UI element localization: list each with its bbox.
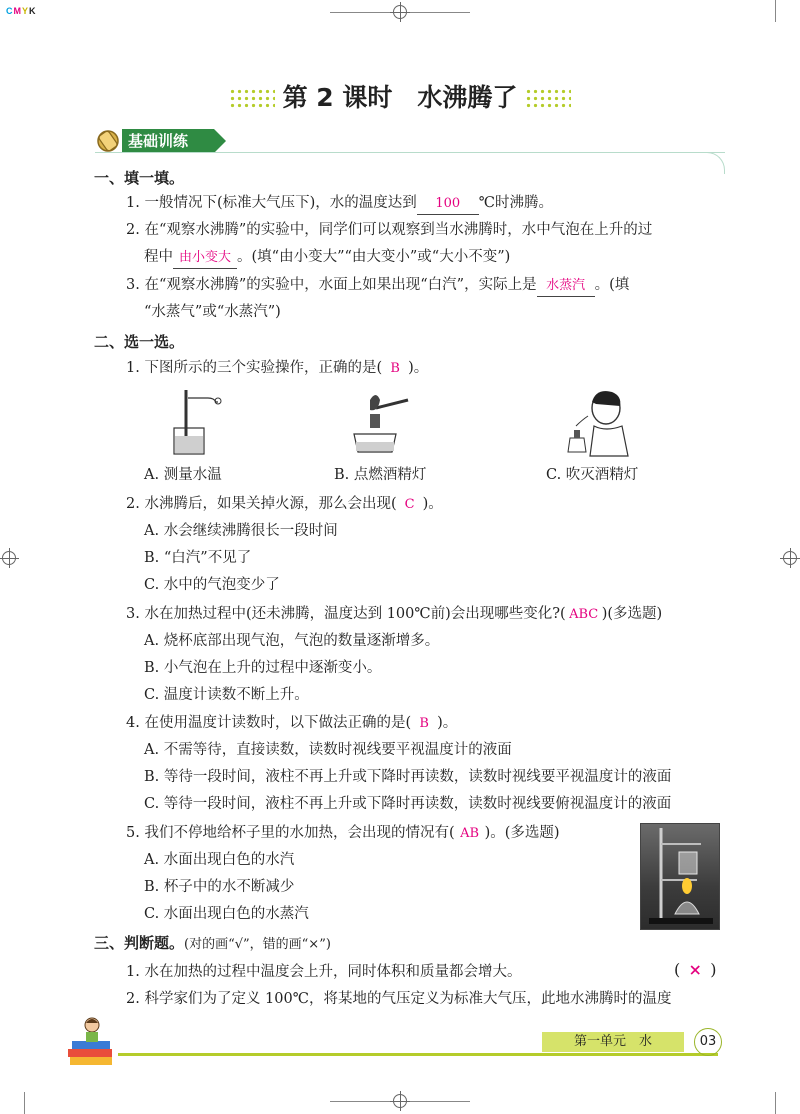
option-2-5-b: B. 杯子中的水不断减少: [144, 879, 295, 895]
crop-mark-corner: [775, 1092, 776, 1114]
divider: [95, 152, 725, 153]
option-2-2-c: C. 水中的气泡变少了: [144, 577, 280, 593]
divider-curve: [660, 152, 725, 174]
dot-decoration: [229, 88, 275, 110]
question-2-5: 5. 我们不停地给杯子里的水加热，会出现的情况有( AB )。(多选题): [126, 823, 560, 844]
answer-blank[interactable]: B: [419, 716, 429, 731]
option-2-1-b: B. 点燃酒精灯: [334, 467, 427, 483]
registration-mark-top: [393, 5, 407, 19]
question-1-2-cont: 程中 由小变大 。(填“由小变大”“由大变小”或“大小不变”): [144, 247, 510, 269]
question-2-3: 3. 水在加热过程中(还未沸腾，温度达到 100℃前)会出现哪些变化?( ABC )(多选题): [126, 604, 662, 625]
question-1-3: 3. 在“观察水沸腾”的实验中，水面上如果出现“白汽”，实际上是 水蒸汽 。(填: [126, 275, 629, 297]
unit-label: 第一单元 水: [542, 1032, 684, 1052]
page-title: 第 2 课时 水沸腾了: [0, 78, 800, 114]
option-2-3-c: C. 温度计读数不断上升。: [144, 687, 309, 703]
option-2-2-a: A. 水会继续沸腾很长一段时间: [144, 523, 338, 539]
option-2-1-c: C. 吹灭酒精灯: [546, 467, 639, 483]
option-2-5-a: A. 水面出现白色的水汽: [144, 852, 295, 868]
question-1-3-cont: “水蒸气”或“水蒸汽”): [144, 304, 281, 320]
registration-mark-bottom: [393, 1094, 407, 1108]
blowing-out-lamp-illustration: [560, 386, 630, 458]
answer-blank[interactable]: 由小变大: [173, 248, 237, 269]
option-2-4-c: C. 等待一段时间，液柱不再上升或下降时再读数，读数时视线要俯视温度计的液面: [144, 796, 672, 812]
option-2-3-b: B. 小气泡在上升的过程中逐渐变小。: [144, 660, 382, 676]
judge-answer-3-1[interactable]: ( × ): [674, 960, 717, 979]
question-2-2: 2. 水沸腾后，如果关掉火源，那么会出现( C )。: [126, 494, 443, 515]
answer-blank[interactable]: ABC: [569, 607, 599, 622]
answer-blank[interactable]: AB: [460, 826, 480, 841]
crop-mark-corner: [775, 0, 776, 22]
answer-blank[interactable]: 100: [417, 194, 479, 215]
part1-heading: 一、填一填。: [94, 169, 185, 187]
section-tag: 基础训练: [122, 129, 214, 153]
question-2-1: 1. 下图所示的三个实验操作，正确的是( B )。: [126, 358, 428, 379]
registration-mark-left: [2, 551, 16, 565]
option-2-1-a: A. 测量水温: [144, 467, 222, 483]
answer-blank[interactable]: 水蒸汽: [537, 276, 595, 297]
thermometer-beaker-illustration: [168, 386, 228, 458]
registration-mark-right: [783, 551, 797, 565]
question-2-4: 4. 在使用温度计读数时，以下做法正确的是( B )。: [126, 713, 457, 734]
kid-on-books-icon: [64, 1015, 120, 1067]
option-2-5-c: C. 水面出现白色的水蒸汽: [144, 906, 309, 922]
footer-bar: [118, 1053, 718, 1056]
option-2-4-b: B. 等待一段时间，液柱不再上升或下降时再读数，读数时视线要平视温度计的液面: [144, 769, 672, 785]
dot-decoration: [525, 88, 571, 110]
question-3-1: 1. 水在加热的过程中温度会上升，同时体积和质量都会增大。: [126, 964, 522, 980]
option-2-4-a: A. 不需等待，直接读数，读数时视线要平视温度计的液面: [144, 742, 512, 758]
cmyk-mark: CMYK: [6, 6, 37, 16]
option-2-3-a: A. 烧杯底部出现气泡，气泡的数量逐渐增多。: [144, 633, 440, 649]
question-1-1: 1. 一般情况下(标准大气压下)，水的温度达到 100 ℃时沸腾。: [126, 193, 553, 215]
page-number: 03: [694, 1028, 722, 1056]
part3-heading-line: 三、判断题。(对的画“√”，错的画“×”): [94, 934, 331, 952]
question-1-2: 2. 在“观察水沸腾”的实验中，同学们可以观察到当水沸腾时，水中气泡在上升的过: [126, 222, 653, 238]
option-2-2-b: B. “白汽”不见了: [144, 550, 252, 566]
question-3-2: 2. 科学家们为了定义 100℃，将某地的气压定义为标准大气压，此地水沸腾时的温度: [126, 991, 672, 1007]
answer-blank[interactable]: B: [390, 361, 400, 376]
crop-mark-corner: [24, 1092, 25, 1114]
part2-heading: 二、选一选。: [94, 333, 185, 351]
alcohol-lamp-lighting-illustration: [350, 390, 412, 458]
answer-blank[interactable]: C: [404, 497, 415, 512]
heating-apparatus-photo: [640, 823, 720, 930]
